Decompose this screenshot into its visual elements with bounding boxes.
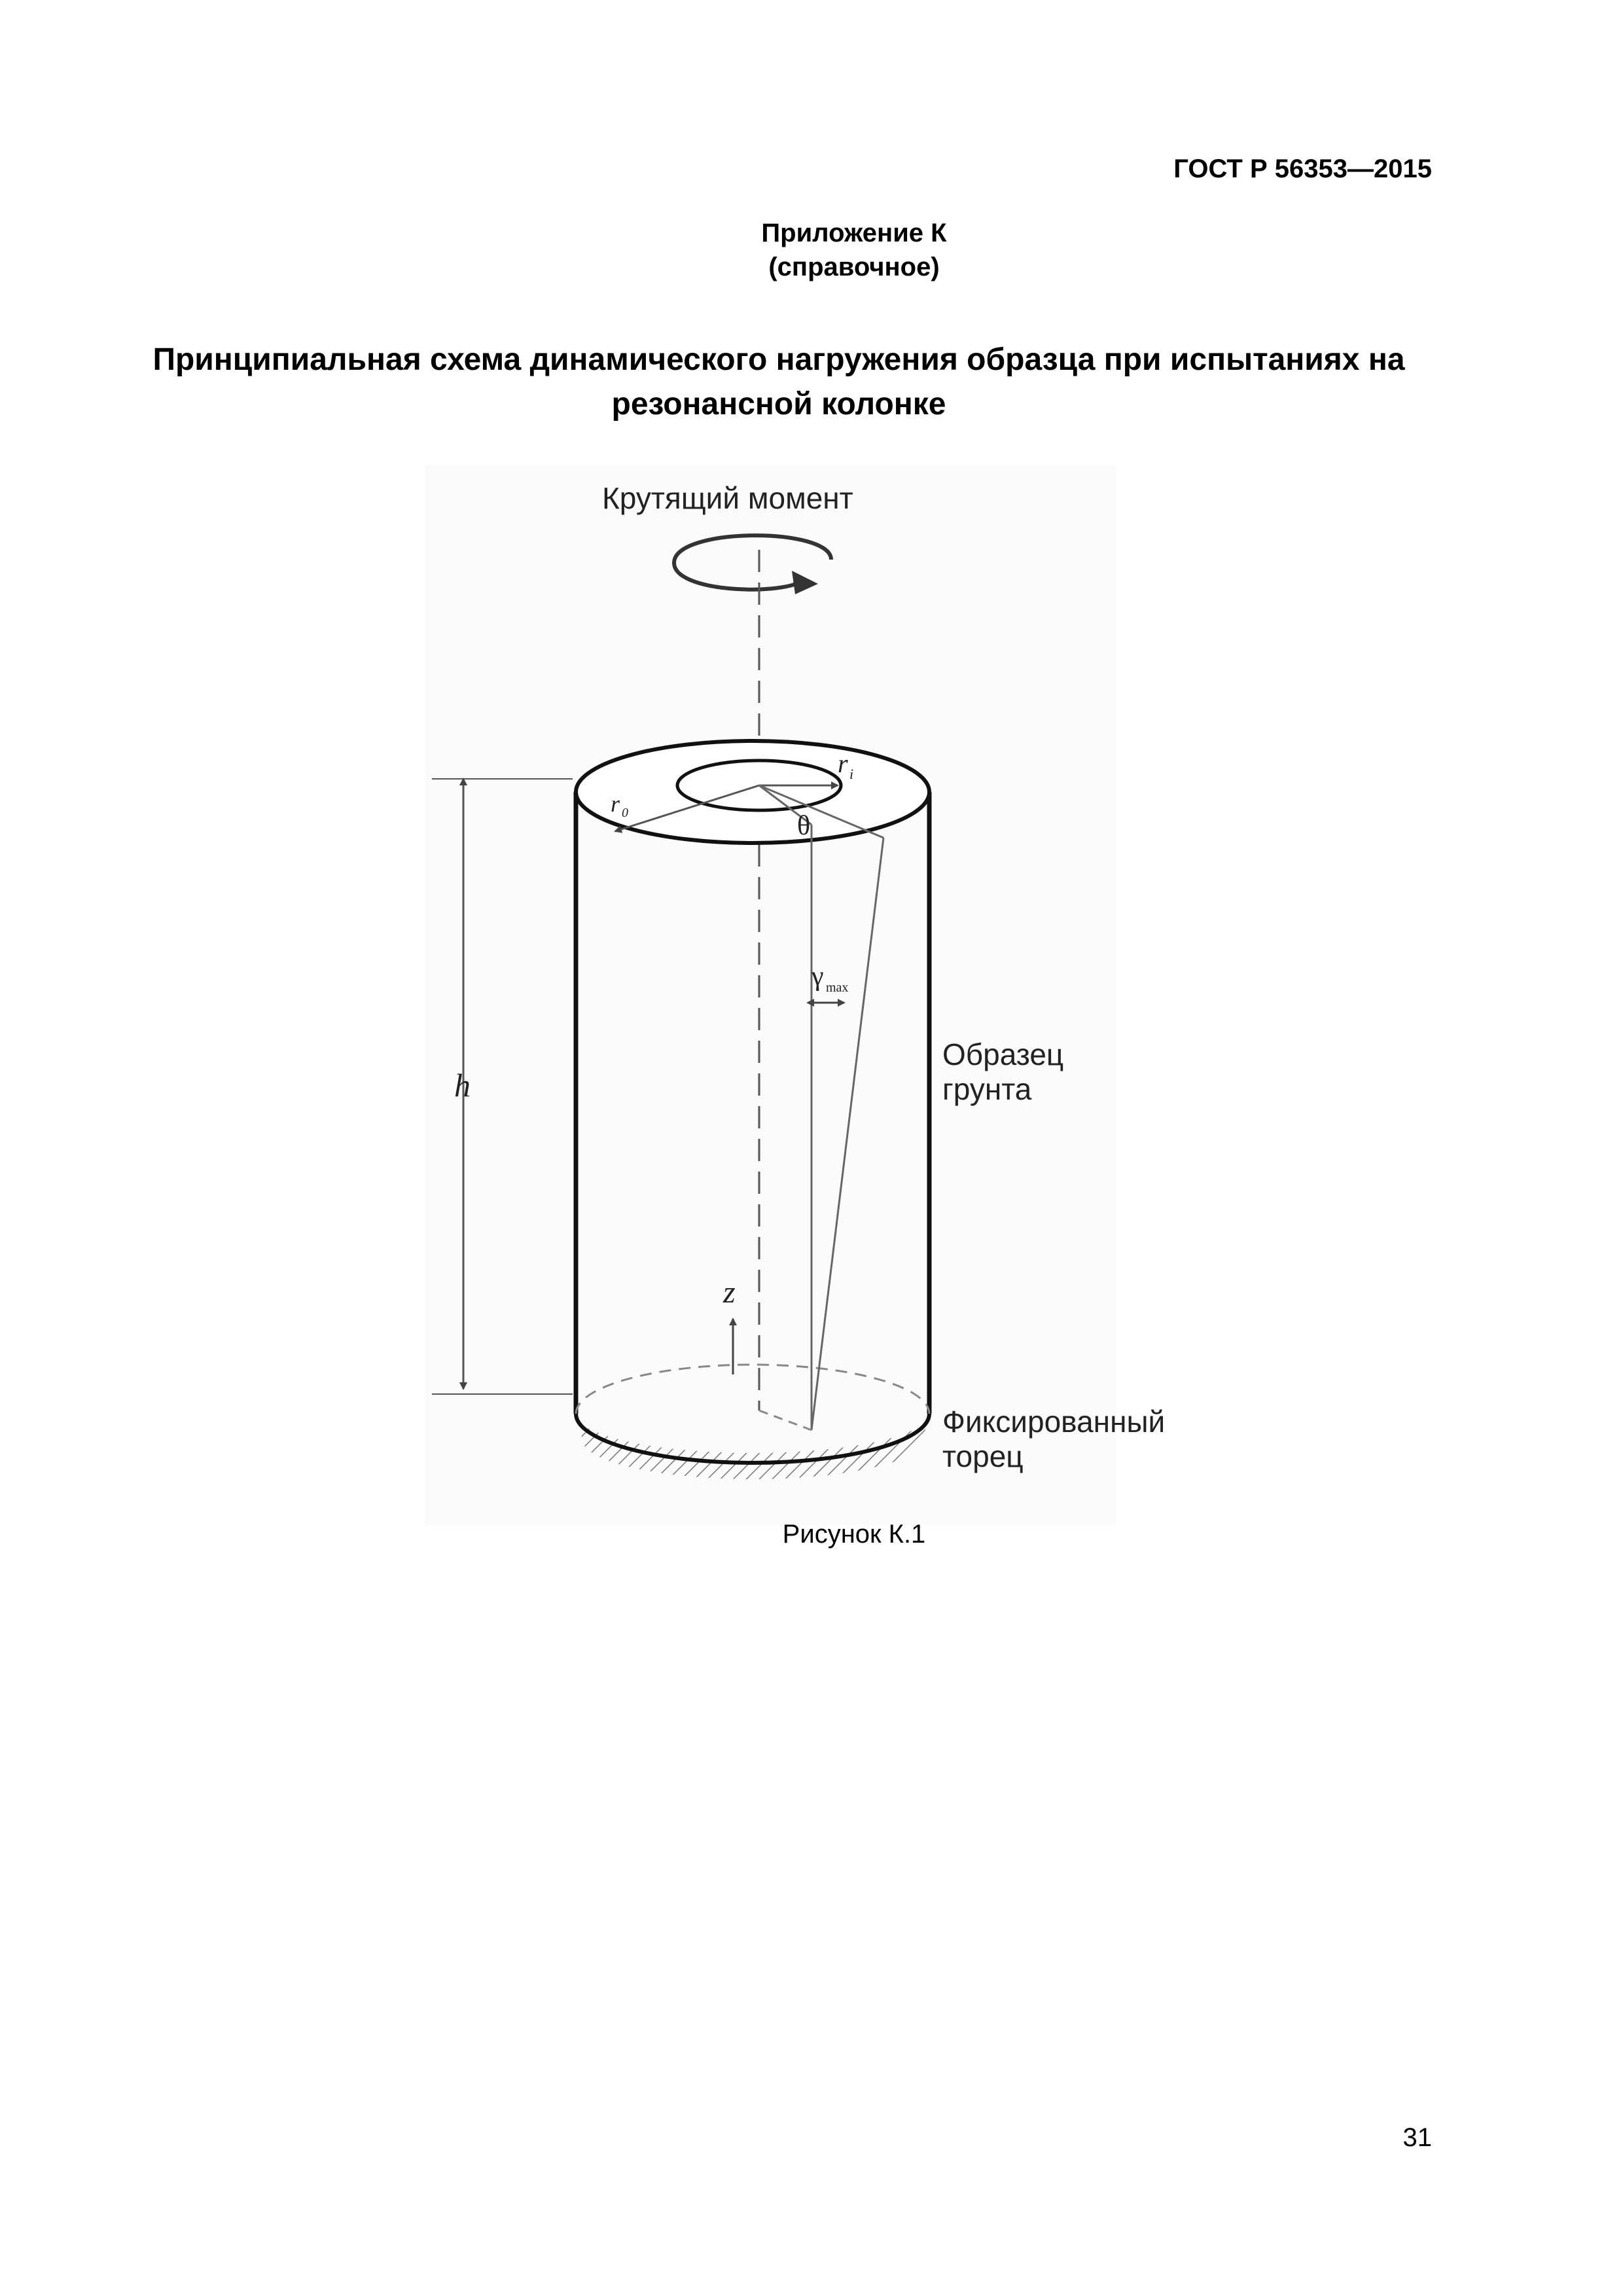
- z-label: z: [723, 1275, 736, 1310]
- fixed-end-label-line-2: торец: [942, 1439, 1024, 1473]
- document-code: ГОСТ Р 56353—2015: [1173, 154, 1432, 183]
- theta-label: θ: [797, 811, 811, 841]
- gamma-max-label: [811, 961, 848, 995]
- height-label: h: [454, 1067, 471, 1103]
- figure-caption-text: Рисунок К.1: [782, 1520, 926, 1549]
- title-line-2: резонансной колонке: [611, 387, 946, 422]
- svg-text:r: r: [611, 791, 620, 817]
- svg-text:0: 0: [622, 806, 628, 820]
- base-radius-line: [759, 1410, 812, 1430]
- twisted-generatrix-line: [812, 838, 883, 1430]
- appendix-type: (справочное): [768, 253, 940, 281]
- sample-label-line-1: Образец: [942, 1037, 1064, 1071]
- svg-text:γ: γ: [812, 961, 824, 992]
- appendix-heading: [0, 216, 1623, 284]
- sample-label-line-2: грунта: [942, 1072, 1032, 1106]
- height-dimension: [432, 779, 573, 1394]
- svg-text:max: max: [826, 980, 849, 995]
- fixed-base-hatch: [576, 1414, 929, 1479]
- soil-sample-cylinder: [576, 741, 929, 1463]
- svg-text:r: r: [838, 749, 848, 778]
- resonant-column-diagram: [425, 465, 1166, 1525]
- page-number: 31: [1402, 2123, 1432, 2152]
- svg-text:i: i: [849, 766, 854, 782]
- diagram-svg: [425, 465, 1166, 1525]
- fixed-end-label-line-1: Фиксированный: [942, 1405, 1166, 1439]
- figure-section-title: [111, 338, 1446, 427]
- figure-caption: [0, 1520, 1623, 1549]
- torque-label: Крутящий момент: [602, 481, 853, 515]
- title-line-1: Принципиальная схема динамического нагружения образца при испытаниях на: [152, 342, 1405, 377]
- appendix-title: Приложение К: [761, 219, 947, 247]
- torque-arrow-icon: [674, 535, 831, 594]
